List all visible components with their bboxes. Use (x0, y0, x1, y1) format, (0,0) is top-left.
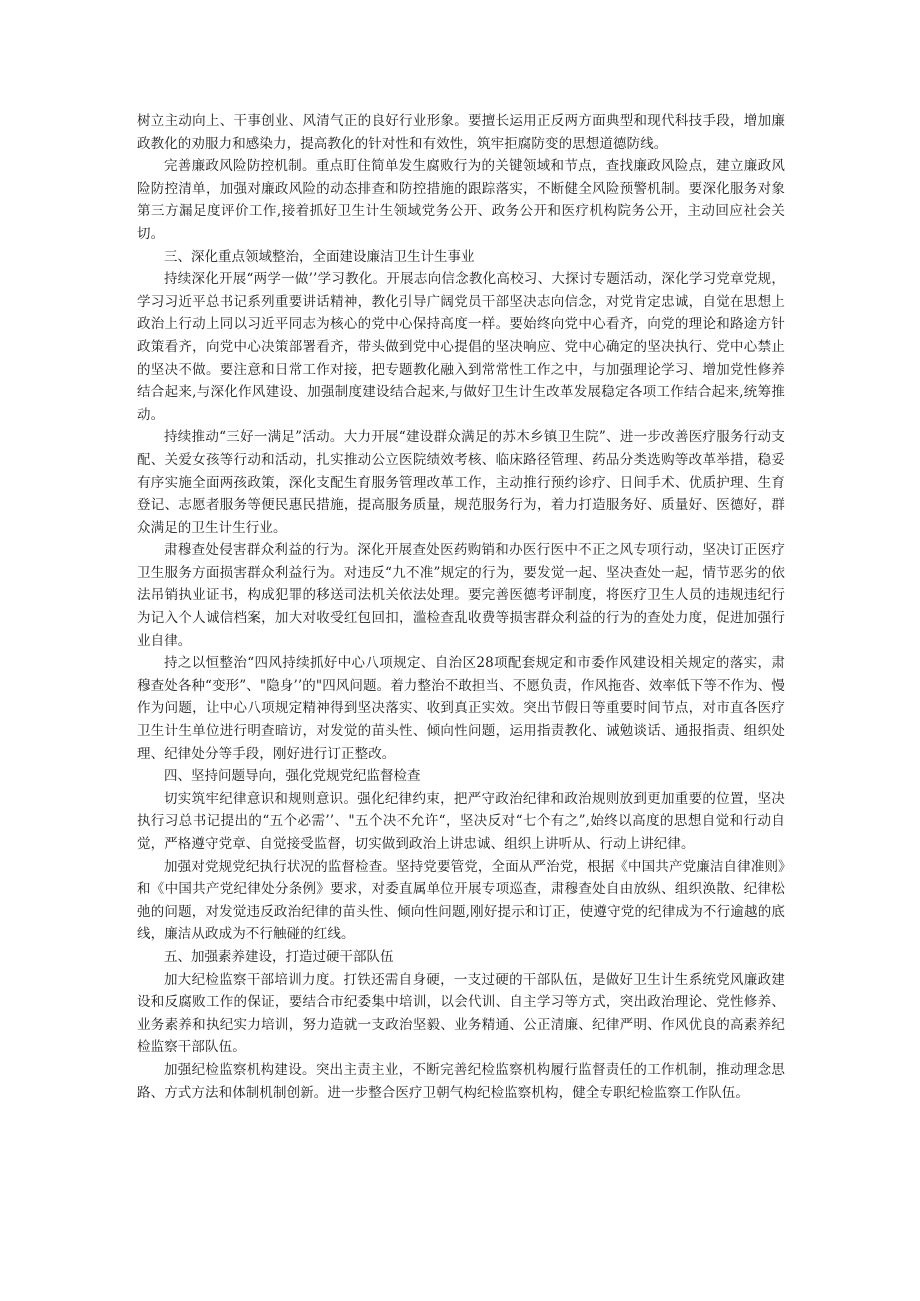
section-heading: 五、加强素养建设，打造过硬干部队伍 (164, 948, 394, 965)
body-paragraph: 完善廉政风险防控机制。重点盯住简单发生腐败行为的关键领域和节点，查找廉政风险点，建立廉政风险防控清单，加强对廉政风险的动态排查和防控措施的跟踪落实，不断健全风险预警机制。要深化服务对象第三方漏足度评价工作,接着抓好卫生计生领域党务公开、政务公开和医疗机构院务公开，主动回应社会关切。 (137, 158, 785, 242)
body-paragraph: 持续深化开展“两学一做’’学习教化。开展志向信念教化高校习、大探讨专题活动，深化学习党章党规，学习习近平总书记系列重要讲话精神，教化引导广阔党员干部坚决志向信念，对党肯定忠诚，自觉在思想上政治上行动上同以习近平同志为核心的党中心保持高度一样。要始终向党中心看齐，向党的理论和路途方针政策看齐，向党中心决策部署看齐，带头做到党中心提倡的坚决响应、党中心确定的坚决执行、党中心禁止的坚决不做。要注意和日常工作对接，把专题教化融入到常常性工作之中，与加强理论学习、增加党性修养结合起来,与深化作风建设、加强制度建设结合起来,与做好卫生计生改革发展稳定各项工作结合起来,统筹推动。 (137, 271, 785, 423)
body-paragraph: 树立主动向上、干事创业、风清气正的良好行业形象。要擅长运用正反两方面典型和现代科技手段，增加廉政教化的劝服力和感染力，提高教化的针对性和有效性，筑牢拒腐防变的思想道德防线。 (137, 113, 785, 152)
body-paragraph: 持续推动“三好一满足”活动。大力开展“建设群众满足的苏木乡镇卫生院”、进一步改善医疗服务行动支配、关爱女孩等行动和活动，扎实推动公立医院绩效考核、临床路径管理、药品分类选购等改革举措，稳妥有序实施全面两孩政策，深化支配生育服务管理改革工作，主动推行预约诊疗、日间手术、优质护理、生育登记、志愿者服务等便民惠民措施，提高服务质量，规范服务行为，着力打造服务好、质量好、医德好，群众满足的卫生计生行业。 (137, 429, 785, 536)
body-paragraph: 持之以恒整治“四风持续抓好中心八项规定、自治区28项配套规定和市委作风建设相关规定的落实，肃穆查处各种“变形”、"隐身’’的"四风问题。着力整治不敢担当、不愿负责，作风拖沓、效率低下等不作为、慢作为问题，让中心八项规定精神得到坚决落实、收到真正实效。突出节假日等重要时间节点，对市直各医疗卫生计生单位进行明查暗访，对发觉的苗头性、倾向性问题，运用指责教化、诫勉谈话、通报指责、组织处理、纪律处分等手段，刚好进行订正整改。 (137, 655, 785, 762)
section-heading: 四、坚持问题导向，强化党规党纪监督检查 (164, 768, 421, 785)
body-paragraph: 切实筑牢纪律意识和规则意识。强化纪律约束，把严守政治纪律和政治规则放到更加重要的位置，坚决执行习总书记提出的“五个必需’’、"五个决不允许“，坚决反对“七个有之”,始终以高度的思想自觉和行动自觉，严格遵守党章、自觉接受监督，切实做到政治上讲忠诚、组织上讲听从、行动上讲纪律。 (137, 790, 785, 852)
document-page (137, 110, 785, 1104)
section-heading: 三、深化重点领域整治，全面建设廉洁卫生计生事业 (164, 248, 475, 265)
body-paragraph: 加强对党规党纪执行状况的监督检查。坚持党要管党，全面从严治党，根据《中国共产党廉洁自律准则》和《中国共产党纪律处分条例》要求，对委直属单位开展专项巡查，肃穆查处自由放纵、组织涣散、纪律松弛的问题，对发觉违反政治纪律的苗头性、倾向性问题,刚好提示和订正，使遵守党的纪律成为不行逾越的底线，廉洁从政成为不行触碰的红线。 (137, 858, 785, 943)
body-paragraph: 加大纪检监察干部培训力度。打铁还需自身硬，一支过硬的干部队伍，是做好卫生计生系统党风廉政建设和反腐败工作的保证，要结合市纪委集中培训，以会代训、自主学习等方式，突出政治理论、党性修养、业务素养和执纪实力培训，努力造就一支政治坚毅、业务精通、公正清廉、纪律严明、作风优良的高素养纪检监察干部队伍。 (137, 971, 785, 1056)
body-paragraph: 加强纪检监察机构建设。突出主责主业，不断完善纪检监察机构履行监督责任的工作机制，推动理念思路、方式方法和体制机制创新。进一步整合医疗卫朝气构纪检监察机构，健全专职纪检监察工作队伍。 (137, 1061, 785, 1101)
body-paragraph: 肃穆查处侵害群众利益的行为。深化开展查处医药购销和办医行医中不正之风专项行动，坚决订正医疗卫生服务方面损害群众利益行为。对违反“九不准”规定的行为，要发觉一起、坚决查处一起，情节恶劣的依法吊销执业证书，构成犯罪的移送司法机关依法处理。要完善医德考评制度，将医疗卫生人员的违规违纪行为记入个人诚信档案，加大对收受红包回扣，滥检查乱收费等损害群众利益的行为的查处力度，促进加强行业自律。 (137, 542, 785, 649)
